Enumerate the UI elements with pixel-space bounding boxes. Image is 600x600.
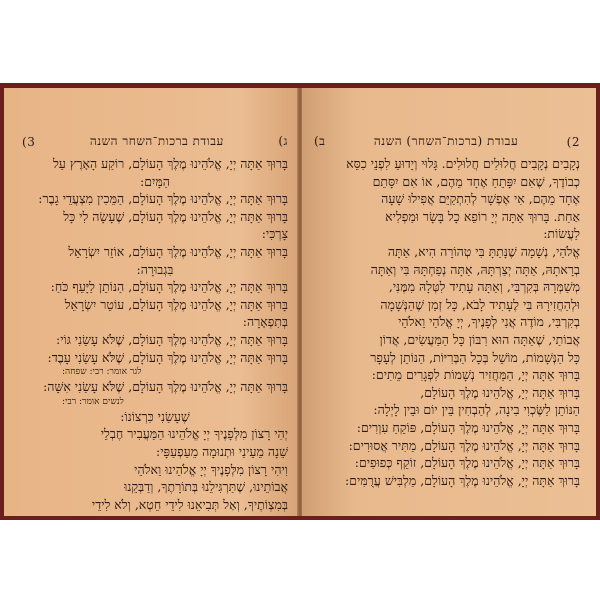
text-line: הַמָּיִם: — [140, 173, 170, 189]
text-line: כְבוֹדֶךָ, שֶׁאִם יִפָּתֵחַ אֶחָד מֵהֶם, אוֹ אִם יִסָּתֵם — [372, 173, 580, 189]
running-title: עבודת (ברכות־השחר) השנה — [373, 134, 519, 148]
page-number: 2) — [566, 134, 580, 149]
chapter-number: ג) — [278, 134, 288, 148]
text-line: בָּרוּךְ אַתָּה יְיָ, אֱלֹהֵינוּ מֶלֶךְ הָעוֹלָם, מַלְבִּישׁ עֲרֻמִּים: — [344, 472, 580, 488]
text-line: וִיהִי רָצוֹן מִלְּפָנֶיךָ יְיָ אֱלֹהֵינוּ וֵאלֹהֵי — [134, 461, 288, 477]
text-line: בָּרוּךְ אַתָּה יְיָ, אֱלֹהֵינוּ מֶלֶךְ הָעוֹלָם, — [420, 384, 580, 400]
chapter-number: ב) — [314, 134, 326, 148]
text-line: לַעֲשׂוֹת: — [543, 226, 580, 242]
rubric-note: לגר אומר: רבי: שפחה: — [62, 367, 142, 378]
text-line: שֵׁנָה מֵעֵינַי וּתְנוּמָה מֵעַפְעַפָּי: — [156, 443, 288, 459]
text-line: בָּרוּךְ אַתָּה יְיָ, אֱלֹהֵינוּ מֶלֶךְ הָעוֹלָם, רוֹקַע הָאָרֶץ עַל — [52, 156, 288, 171]
text-line: בְּתִפְאָרָה: — [242, 314, 288, 330]
text-line: בָּרוּךְ אַתָּה יְיָ, אֱלֹהֵינוּ מֶלֶךְ הָעוֹלָם, שֶׁעָשָׂה לִי כָּל — [63, 208, 288, 224]
text-line: בָּרוּךְ אַתָּה יְיָ, אֱלֹהֵינוּ מֶלֶךְ הָעוֹלָם, מַתִּיר אֲסוּרִים: — [348, 437, 580, 453]
text-line: בָּרוּךְ אַתָּה יְיָ, אֱלֹהֵינוּ מֶלֶךְ הָעוֹלָם, אוֹזֵר יִשְׂרָאֵל — [68, 243, 288, 259]
text-line: אֲבוֹתֵינוּ, שֶׁתַּרְגִּילֵנוּ בְּתוֹרָתֶךָ, וְדַבְּקֵנוּ — [124, 479, 288, 495]
page-number: 3) — [22, 134, 36, 149]
text-line: אֶחָד מֵהֶם, אִי אֶפְשָׁר לְהִתְקַיֵּם אֲפִילוּ שָׁעָה — [381, 191, 580, 207]
text-line: בָּרוּךְ אַתָּה יְיָ, הַמַּחֲזִיר נְשָׁמוֹת לִפְגָרִים מֵתִים: — [371, 367, 580, 383]
text-line: בָּרוּךְ אַתָּה יְיָ, אֱלֹהֵינוּ מֶלֶךְ הָעוֹלָם, הַנּוֹתֵן לַיָּעֵף כֹּחַ: — [50, 279, 288, 295]
text-line: הַנּוֹתֵן לַשֶּׂכְוִי בִינָה, לְהַבְחִין בֵּין יוֹם וּבֵין לָיְלָה: — [373, 402, 580, 418]
text-line: כָּל הַנְּשָׁמוֹת, מוֹשֵׁל בְּכָל הַבְּרִיּוֹת, הַנּוֹתֵן לְעָפָר — [370, 349, 580, 365]
text-line: בְרָאתָהּ, אַתָּה יְצַרְתָּהּ, אַתָּה נְפַחְתָּהּ בִּי וְאַתָּה — [370, 261, 580, 277]
right-page — [302, 88, 596, 516]
text-line: בָּרוּךְ אַתָּה יְיָ, אֱלֹהֵינוּ מֶלֶךְ הָעוֹלָם, שֶׁלֹּא עָשַׂנִי גּוֹי: — [56, 331, 288, 347]
text-line: צָרְכִּי: — [261, 226, 288, 242]
text-line: בָּרוּךְ אַתָּה יְיָ, אֱלֹהֵינוּ מֶלֶךְ הָעוֹלָם, עוֹטֵר יִשְׂרָאֵל — [64, 296, 288, 312]
page-header — [22, 134, 288, 149]
text-line: יְהִי רָצוֹן מִלְּפָנֶיךָ יְיָ אֱלֹהֵינוּ הַמַּעֲבִיר חֶבְלֵי — [100, 426, 288, 442]
text-line: בָּרוּךְ אַתָּה יְיָ, אֱלֹהֵינוּ מֶלֶךְ הָעוֹלָם, שֶׁלֹּא עָשַׂנִי עָבֶד: — [47, 349, 288, 365]
text-line: בָּרוּךְ אַתָּה יְיָ, אֱלֹהֵינוּ מֶלֶךְ הָעוֹלָם, פּוֹקֵחַ עִוְרִים: — [356, 419, 580, 435]
text-line: בָּרוּךְ אַתָּה יְיָ, אֱלֹהֵינוּ מֶלֶךְ הָעוֹלָם, זוֹקֵף כְּפוּפִים: — [354, 455, 580, 471]
text-line: בִּגְבוּרָה: — [136, 261, 174, 277]
text-line: וּלְהַחֲזִירָהּ בִּי לֶעָתִיד לָבֹא, כָּל זְמַן שֶׁהַנְּשָׁמָה — [380, 296, 580, 312]
text-line: בָּרוּךְ אַתָּה יְיָ, אֱלֹהֵינוּ מֶלֶךְ הָעוֹלָם, הַמֵּכִין מִצְעֲדֵי גָבֶר: — [38, 191, 288, 207]
text-line: אַחַת. בָּרוּךְ אַתָּה יְיָ רוֹפֵא כָל בָּשָׂר וּמַפְלִיא — [385, 208, 580, 224]
text-line: נְקָבִים נְקָבִים חֲלוּלִים חֲלוּלִים. גָּלוּי וְיָדוּעַ לִפְנֵי כִסֵּא — [346, 156, 580, 171]
page-body — [314, 155, 580, 489]
page-body — [22, 155, 288, 513]
text-line: מְשַׁמְּרָהּ בְּקִרְבִּי, וְאַתָּה עָתִיד לִטְּלָהּ מִמֶּנִּי, — [388, 279, 580, 295]
text-line: אֲבוֹתַי, שֶׁאַתָּה הוּא רִבּוֹן כָּל הַמַּעֲשִׂים, אֲדוֹן — [379, 331, 580, 347]
text-line: אֱלֹהַי, נְשָׁמָה שֶׁנָּתַתָּ בִּי טְהוֹרָה הִיא, אַתָּה — [387, 243, 580, 259]
text-line: בָּרוּךְ אַתָּה יְיָ, אֱלֹהֵינוּ מֶלֶךְ הָעוֹלָם, שֶׁלֹּא עָשַׂנִי אִשָּׁה: — [43, 379, 288, 395]
text-line: שֶׁעָשַׂנִי כִּרְצוֹנוֹ: — [120, 408, 190, 424]
page-header — [314, 134, 580, 149]
running-title: עבודת ברכות־השחר השנה — [89, 134, 224, 148]
left-page — [4, 88, 298, 516]
rubric-note: לנשים אומר: רבי: — [62, 396, 124, 407]
text-line: בְקִרְבִּי, מוֹדֶה אֲנִי לְפָנֶיךָ, יְיָ אֱלֹהַי וֵאלֹהֵי — [398, 314, 580, 330]
text-line: בְּמִצְוֹתֶיךָ, וְאַל תְּבִיאֵנוּ לִידֵי חֵטְא, וְלֹא לִידֵי — [91, 496, 288, 512]
